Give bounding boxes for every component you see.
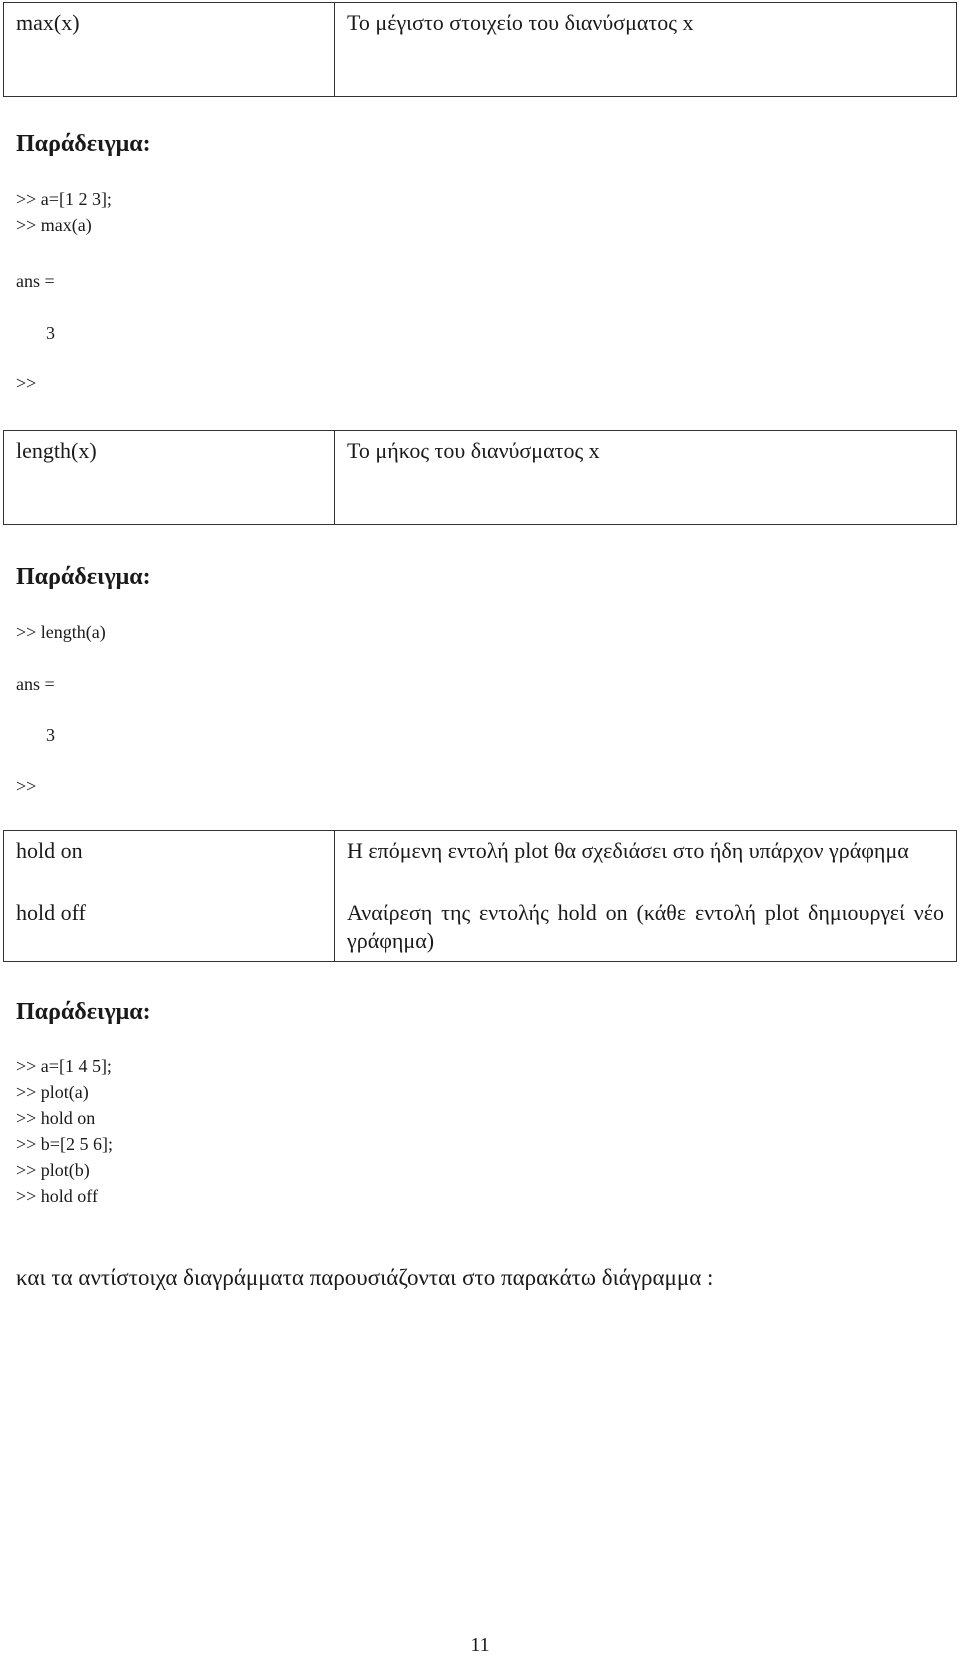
code-output-value: 3 <box>46 725 55 745</box>
example-heading: Παράδειγμα: <box>16 999 151 1025</box>
command-table-length <box>3 430 957 525</box>
code-line: >> plot(b) <box>16 1160 90 1180</box>
code-line: >> hold on <box>16 1108 96 1128</box>
code-line: >> plot(a) <box>16 1082 89 1102</box>
code-line: >> length(a) <box>16 622 106 642</box>
command-cell: length(x) <box>4 431 335 525</box>
code-example-plot <box>16 1053 113 1209</box>
command-hold-on: hold on <box>16 838 83 863</box>
code-line: >> a=[1 2 3]; <box>16 189 112 209</box>
command-table-hold <box>3 830 957 962</box>
code-example-max <box>16 186 112 238</box>
command-table-max <box>3 2 957 97</box>
code-line: >> hold off <box>16 1186 98 1206</box>
code-line: >> max(a) <box>16 215 92 235</box>
description-cell <box>335 831 957 962</box>
command-hold-off: hold off <box>16 900 86 925</box>
code-output: ans = <box>16 271 55 291</box>
page-number: 11 <box>470 1634 490 1656</box>
code-line: >> b=[2 5 6]; <box>16 1134 113 1154</box>
description-cell: Το μέγιστο στοιχείο του διανύσματος x <box>335 3 957 97</box>
code-output-value: 3 <box>46 323 55 343</box>
command-cell <box>4 831 335 962</box>
example-heading: Παράδειγμα: <box>16 131 151 157</box>
example-heading: Παράδειγμα: <box>16 564 151 590</box>
closing-paragraph: και τα αντίστοιχα διαγράμματα παρουσιάζονται στο παρακάτω διάγραμμα : <box>16 1265 714 1290</box>
description-hold-on: Η επόμενη εντολή plot θα σχεδιάσει στο ήδη υπάρχον γράφημα <box>347 838 909 863</box>
code-line: >> a=[1 4 5]; <box>16 1056 112 1076</box>
code-prompt: >> <box>16 776 37 796</box>
command-cell: max(x) <box>4 3 335 97</box>
code-output: ans = <box>16 674 55 694</box>
description-hold-off: Αναίρεση της εντολής hold on (κάθε εντολή plot δημιουργεί νέο γράφημα) <box>347 900 944 953</box>
code-prompt: >> <box>16 373 37 393</box>
description-cell: Το μήκος του διανύσματος x <box>335 431 957 525</box>
